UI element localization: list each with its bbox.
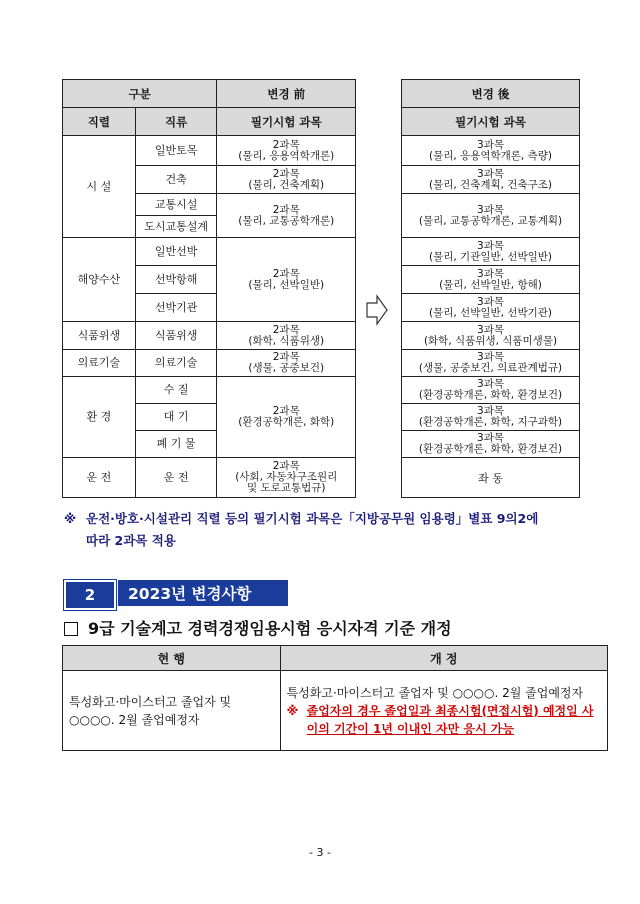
after-driving: 좌 동 — [402, 458, 580, 498]
after-ship-engine: 3과목 (물리, 선박일반, 선박기관) — [402, 294, 580, 322]
after-architecture: 3과목 (물리, 건축계획, 건축구조) — [402, 166, 580, 194]
class-civil: 일반토목 — [135, 136, 217, 166]
revised-text: 특성화고·마이스터고 졸업자 및 ○○○○. 2월 졸업예정자 — [286, 685, 584, 700]
header-revised: 개 정 — [280, 646, 607, 671]
after-traffic: 3과목 (물리, 교통공학개론, 교통계획) — [402, 194, 580, 238]
header-group: 구분 — [63, 80, 217, 108]
series-facility: 시 설 — [63, 136, 136, 238]
before-driving: 2과목 (사회, 자동차구조원리 및 도로교통법규) — [217, 458, 356, 498]
class-waste: 폐 기 물 — [135, 431, 217, 458]
class-food: 식품위생 — [135, 322, 217, 350]
after-civil: 3과목 (물리, 응용역학개론, 측량) — [402, 136, 580, 166]
series-driving: 운 전 — [63, 458, 136, 498]
after-navigation: 3과목 (물리, 선박일반, 항해) — [402, 266, 580, 294]
section-number: 2 — [64, 580, 116, 610]
before-medical: 2과목 (생물, 공중보건) — [217, 350, 356, 377]
revised-cell — [280, 671, 607, 751]
note-line-1: 운전·방호·시설관리 직렬 등의 필기시험 과목은「지방공무원 임용령」별표 9의2에 — [86, 511, 539, 526]
after-medical: 3과목 (생물, 공중보건, 의료관계법규) — [402, 350, 580, 377]
before-marine: 2과목 (물리, 선박일반) — [217, 238, 356, 322]
note — [64, 508, 584, 552]
class-navigation: 선박항해 — [135, 266, 217, 294]
class-urban-traffic: 도시교통설계 — [135, 216, 217, 238]
before-environment: 2과목 (환경공학개론, 화학) — [217, 377, 356, 458]
series-medical: 의료기술 — [63, 350, 136, 377]
note-line-2: 따라 2과목 적용 — [86, 533, 176, 548]
class-air: 대 기 — [135, 404, 217, 431]
header-series: 직렬 — [63, 108, 136, 136]
page-number: - 3 - — [309, 846, 331, 859]
before-table — [62, 79, 356, 498]
series-environment: 환 경 — [63, 377, 136, 458]
class-ship-engine: 선박기관 — [135, 294, 217, 322]
before-architecture: 2과목 (물리, 건축계획) — [217, 166, 356, 194]
header-subjects: 필기시험 과목 — [217, 108, 356, 136]
revised-note-mark: ※ — [286, 703, 299, 718]
revised-note — [287, 702, 601, 738]
header-after-subjects: 필기시험 과목 — [402, 108, 580, 136]
class-medical: 의료기술 — [135, 350, 217, 377]
class-water: 수 질 — [135, 377, 217, 404]
after-food: 3과목 (화학, 식품위생, 식품미생물) — [402, 322, 580, 350]
after-table — [401, 79, 580, 498]
after-general-ship: 3과목 (물리, 기관일반, 선박일반) — [402, 238, 580, 266]
current-cell: 특성화고·마이스터고 졸업자 및 ○○○○. 2월 졸업예정자 — [63, 671, 281, 751]
revision-table — [62, 645, 608, 751]
right-arrow-icon — [366, 294, 388, 326]
checkbox-square-icon — [64, 622, 78, 636]
header-before: 변경 前 — [217, 80, 356, 108]
class-general-ship: 일반선박 — [135, 238, 217, 266]
after-air: 3과목 (환경공학개론, 화학, 지구과학) — [402, 404, 580, 431]
subsection-title: 9급 기술계고 경력경쟁임용시험 응시자격 기준 개정 — [88, 619, 452, 638]
class-architecture: 건축 — [135, 166, 217, 194]
series-marine: 해양수산 — [63, 238, 136, 322]
subsection-heading — [64, 616, 452, 639]
before-civil: 2과목 (물리, 응용역학개론) — [217, 136, 356, 166]
header-class: 직류 — [135, 108, 217, 136]
class-traffic-facility: 교통시설 — [135, 194, 217, 216]
class-driving: 운 전 — [135, 458, 217, 498]
section-title: 2023년 변경사항 — [118, 580, 288, 606]
after-water: 3과목 (환경공학개론, 화학, 환경보건) — [402, 377, 580, 404]
header-after: 변경 後 — [402, 80, 580, 108]
before-traffic: 2과목 (물리, 교통공학개론) — [217, 194, 356, 238]
series-food: 식품위생 — [63, 322, 136, 350]
note-mark: ※ — [64, 511, 77, 526]
before-food: 2과목 (화학, 식품위생) — [217, 322, 356, 350]
after-waste: 3과목 (환경공학개론, 화학, 환경보건) — [402, 431, 580, 458]
revised-note-text: 졸업자의 경우 졸업일과 최종시험(면접시험) 예정일 사이의 기간이 1년 이내인 자만 응시 가능 — [306, 703, 594, 736]
header-current: 현 행 — [63, 646, 281, 671]
